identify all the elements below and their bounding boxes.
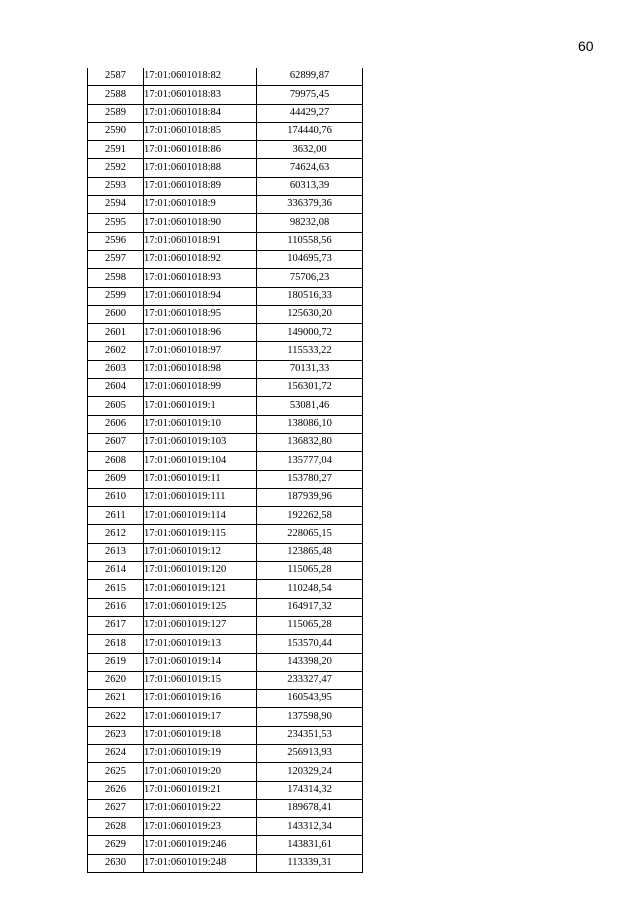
value-cell: 44429,27: [257, 104, 363, 122]
cadastral-number-cell: 17:01:0601018:9: [144, 196, 257, 214]
table-row: [88, 562, 363, 580]
page-number: 60: [578, 38, 594, 54]
value-cell: 125630,20: [257, 305, 363, 323]
row-number-cell: 2615: [88, 580, 144, 598]
value-cell: 135777,04: [257, 452, 363, 470]
cadastral-number-cell: 17:01:0601018:85: [144, 122, 257, 140]
cadastral-number-cell: 17:01:0601019:1: [144, 397, 257, 415]
table-row: [88, 744, 363, 762]
cadastral-number-cell: 17:01:0601019:120: [144, 562, 257, 580]
row-number-cell: 2623: [88, 726, 144, 744]
row-number-cell: 2617: [88, 616, 144, 634]
table-row: [88, 690, 363, 708]
table-row: [88, 159, 363, 177]
value-cell: 3632,00: [257, 141, 363, 159]
value-cell: 110558,56: [257, 232, 363, 250]
cadastral-number-cell: 17:01:0601019:18: [144, 726, 257, 744]
data-table: [87, 68, 363, 873]
cadastral-number-cell: 17:01:0601019:14: [144, 653, 257, 671]
value-cell: 123865,48: [257, 543, 363, 561]
table-row: [88, 781, 363, 799]
cadastral-number-cell: 17:01:0601019:104: [144, 452, 257, 470]
value-cell: 110248,54: [257, 580, 363, 598]
table-row: [88, 324, 363, 342]
table-row: [88, 708, 363, 726]
value-cell: 153780,27: [257, 470, 363, 488]
cadastral-number-cell: 17:01:0601019:15: [144, 671, 257, 689]
table-row: [88, 726, 363, 744]
value-cell: 98232,08: [257, 214, 363, 232]
value-cell: 138086,10: [257, 415, 363, 433]
value-cell: 189678,41: [257, 799, 363, 817]
value-cell: 149000,72: [257, 324, 363, 342]
table-row: [88, 763, 363, 781]
cadastral-number-cell: 17:01:0601019:11: [144, 470, 257, 488]
value-cell: 164917,32: [257, 598, 363, 616]
cadastral-number-cell: 17:01:0601019:17: [144, 708, 257, 726]
value-cell: 160543,95: [257, 690, 363, 708]
value-cell: 115065,28: [257, 562, 363, 580]
table-row: [88, 68, 363, 86]
value-cell: 174314,32: [257, 781, 363, 799]
table-row: [88, 360, 363, 378]
table-row: [88, 671, 363, 689]
cadastral-number-cell: 17:01:0601018:98: [144, 360, 257, 378]
cadastral-number-cell: 17:01:0601018:82: [144, 68, 257, 86]
row-number-cell: 2599: [88, 287, 144, 305]
cadastral-number-cell: 17:01:0601019:121: [144, 580, 257, 598]
row-number-cell: 2589: [88, 104, 144, 122]
value-cell: 115533,22: [257, 342, 363, 360]
table-row: [88, 196, 363, 214]
value-cell: 143398,20: [257, 653, 363, 671]
value-cell: 75706,23: [257, 269, 363, 287]
row-number-cell: 2622: [88, 708, 144, 726]
row-number-cell: 2625: [88, 763, 144, 781]
row-number-cell: 2609: [88, 470, 144, 488]
table-row: [88, 379, 363, 397]
table-row: [88, 799, 363, 817]
cadastral-number-cell: 17:01:0601019:125: [144, 598, 257, 616]
value-cell: 136832,80: [257, 433, 363, 451]
value-cell: 174440,76: [257, 122, 363, 140]
row-number-cell: 2626: [88, 781, 144, 799]
table-row: [88, 305, 363, 323]
value-cell: 256913,93: [257, 744, 363, 762]
value-cell: 120329,24: [257, 763, 363, 781]
value-cell: 79975,45: [257, 86, 363, 104]
cadastral-number-cell: 17:01:0601019:20: [144, 763, 257, 781]
value-cell: 62899,87: [257, 68, 363, 86]
row-number-cell: 2600: [88, 305, 144, 323]
row-number-cell: 2613: [88, 543, 144, 561]
value-cell: 104695,73: [257, 250, 363, 268]
cadastral-number-cell: 17:01:0601019:19: [144, 744, 257, 762]
value-cell: 192262,58: [257, 507, 363, 525]
table-row: [88, 598, 363, 616]
cadastral-number-cell: 17:01:0601018:86: [144, 141, 257, 159]
row-number-cell: 2616: [88, 598, 144, 616]
row-number-cell: 2588: [88, 86, 144, 104]
value-cell: 115065,28: [257, 616, 363, 634]
cadastral-number-cell: 17:01:0601019:115: [144, 525, 257, 543]
cadastral-number-cell: 17:01:0601018:89: [144, 177, 257, 195]
cadastral-number-cell: 17:01:0601019:103: [144, 433, 257, 451]
cadastral-number-cell: 17:01:0601019:21: [144, 781, 257, 799]
table-row: [88, 488, 363, 506]
row-number-cell: 2614: [88, 562, 144, 580]
row-number-cell: 2602: [88, 342, 144, 360]
cadastral-number-cell: 17:01:0601018:94: [144, 287, 257, 305]
row-number-cell: 2598: [88, 269, 144, 287]
value-cell: 153570,44: [257, 635, 363, 653]
table-row: [88, 507, 363, 525]
table-row: [88, 543, 363, 561]
table-row: [88, 342, 363, 360]
cadastral-number-cell: 17:01:0601018:95: [144, 305, 257, 323]
table-row: [88, 104, 363, 122]
cadastral-number-cell: 17:01:0601018:96: [144, 324, 257, 342]
cadastral-number-cell: 17:01:0601018:84: [144, 104, 257, 122]
row-number-cell: 2590: [88, 122, 144, 140]
row-number-cell: 2592: [88, 159, 144, 177]
row-number-cell: 2619: [88, 653, 144, 671]
row-number-cell: 2594: [88, 196, 144, 214]
row-number-cell: 2628: [88, 818, 144, 836]
table-row: [88, 177, 363, 195]
value-cell: 137598,90: [257, 708, 363, 726]
cadastral-number-cell: 17:01:0601019:22: [144, 799, 257, 817]
value-cell: 74624,63: [257, 159, 363, 177]
row-number-cell: 2601: [88, 324, 144, 342]
cadastral-number-cell: 17:01:0601018:91: [144, 232, 257, 250]
row-number-cell: 2597: [88, 250, 144, 268]
cadastral-number-cell: 17:01:0601018:90: [144, 214, 257, 232]
row-number-cell: 2611: [88, 507, 144, 525]
row-number-cell: 2612: [88, 525, 144, 543]
value-cell: 233327,47: [257, 671, 363, 689]
table-row: [88, 616, 363, 634]
value-cell: 187939,96: [257, 488, 363, 506]
table-row: [88, 818, 363, 836]
table-row: [88, 433, 363, 451]
row-number-cell: 2608: [88, 452, 144, 470]
cadastral-number-cell: 17:01:0601018:99: [144, 379, 257, 397]
row-number-cell: 2606: [88, 415, 144, 433]
table-row: [88, 397, 363, 415]
cadastral-number-cell: 17:01:0601019:13: [144, 635, 257, 653]
table-row: [88, 232, 363, 250]
row-number-cell: 2593: [88, 177, 144, 195]
value-cell: 113339,31: [257, 854, 363, 872]
table-row: [88, 452, 363, 470]
row-number-cell: 2621: [88, 690, 144, 708]
cadastral-number-cell: 17:01:0601019:12: [144, 543, 257, 561]
table-body: [88, 68, 363, 873]
table-row: [88, 854, 363, 872]
value-cell: 143831,61: [257, 836, 363, 854]
cadastral-number-cell: 17:01:0601018:93: [144, 269, 257, 287]
row-number-cell: 2591: [88, 141, 144, 159]
cadastral-number-cell: 17:01:0601019:114: [144, 507, 257, 525]
row-number-cell: 2620: [88, 671, 144, 689]
value-cell: 143312,34: [257, 818, 363, 836]
value-cell: 234351,53: [257, 726, 363, 744]
row-number-cell: 2624: [88, 744, 144, 762]
row-number-cell: 2587: [88, 68, 144, 86]
cadastral-number-cell: 17:01:0601019:111: [144, 488, 257, 506]
row-number-cell: 2595: [88, 214, 144, 232]
value-cell: 228065,15: [257, 525, 363, 543]
value-cell: 336379,36: [257, 196, 363, 214]
table-row: [88, 214, 363, 232]
cadastral-number-cell: 17:01:0601019:127: [144, 616, 257, 634]
table-row: [88, 287, 363, 305]
table-row: [88, 836, 363, 854]
table-row: [88, 269, 363, 287]
table-row: [88, 141, 363, 159]
row-number-cell: 2630: [88, 854, 144, 872]
value-cell: 180516,33: [257, 287, 363, 305]
row-number-cell: 2610: [88, 488, 144, 506]
table-row: [88, 635, 363, 653]
table-row: [88, 580, 363, 598]
row-number-cell: 2605: [88, 397, 144, 415]
table-row: [88, 525, 363, 543]
cadastral-number-cell: 17:01:0601019:16: [144, 690, 257, 708]
value-cell: 53081,46: [257, 397, 363, 415]
table-row: [88, 86, 363, 104]
row-number-cell: 2604: [88, 379, 144, 397]
table-row: [88, 415, 363, 433]
cadastral-number-cell: 17:01:0601018:97: [144, 342, 257, 360]
row-number-cell: 2627: [88, 799, 144, 817]
cadastral-number-cell: 17:01:0601019:248: [144, 854, 257, 872]
table-row: [88, 122, 363, 140]
table-row: [88, 250, 363, 268]
value-cell: 156301,72: [257, 379, 363, 397]
cadastral-number-cell: 17:01:0601019:10: [144, 415, 257, 433]
row-number-cell: 2618: [88, 635, 144, 653]
row-number-cell: 2596: [88, 232, 144, 250]
row-number-cell: 2603: [88, 360, 144, 378]
row-number-cell: 2607: [88, 433, 144, 451]
cadastral-number-cell: 17:01:0601018:83: [144, 86, 257, 104]
table-row: [88, 653, 363, 671]
cadastral-number-cell: 17:01:0601018:88: [144, 159, 257, 177]
row-number-cell: 2629: [88, 836, 144, 854]
cadastral-number-cell: 17:01:0601019:23: [144, 818, 257, 836]
table-row: [88, 470, 363, 488]
cadastral-number-cell: 17:01:0601019:246: [144, 836, 257, 854]
value-cell: 60313,39: [257, 177, 363, 195]
value-cell: 70131,33: [257, 360, 363, 378]
cadastral-number-cell: 17:01:0601018:92: [144, 250, 257, 268]
